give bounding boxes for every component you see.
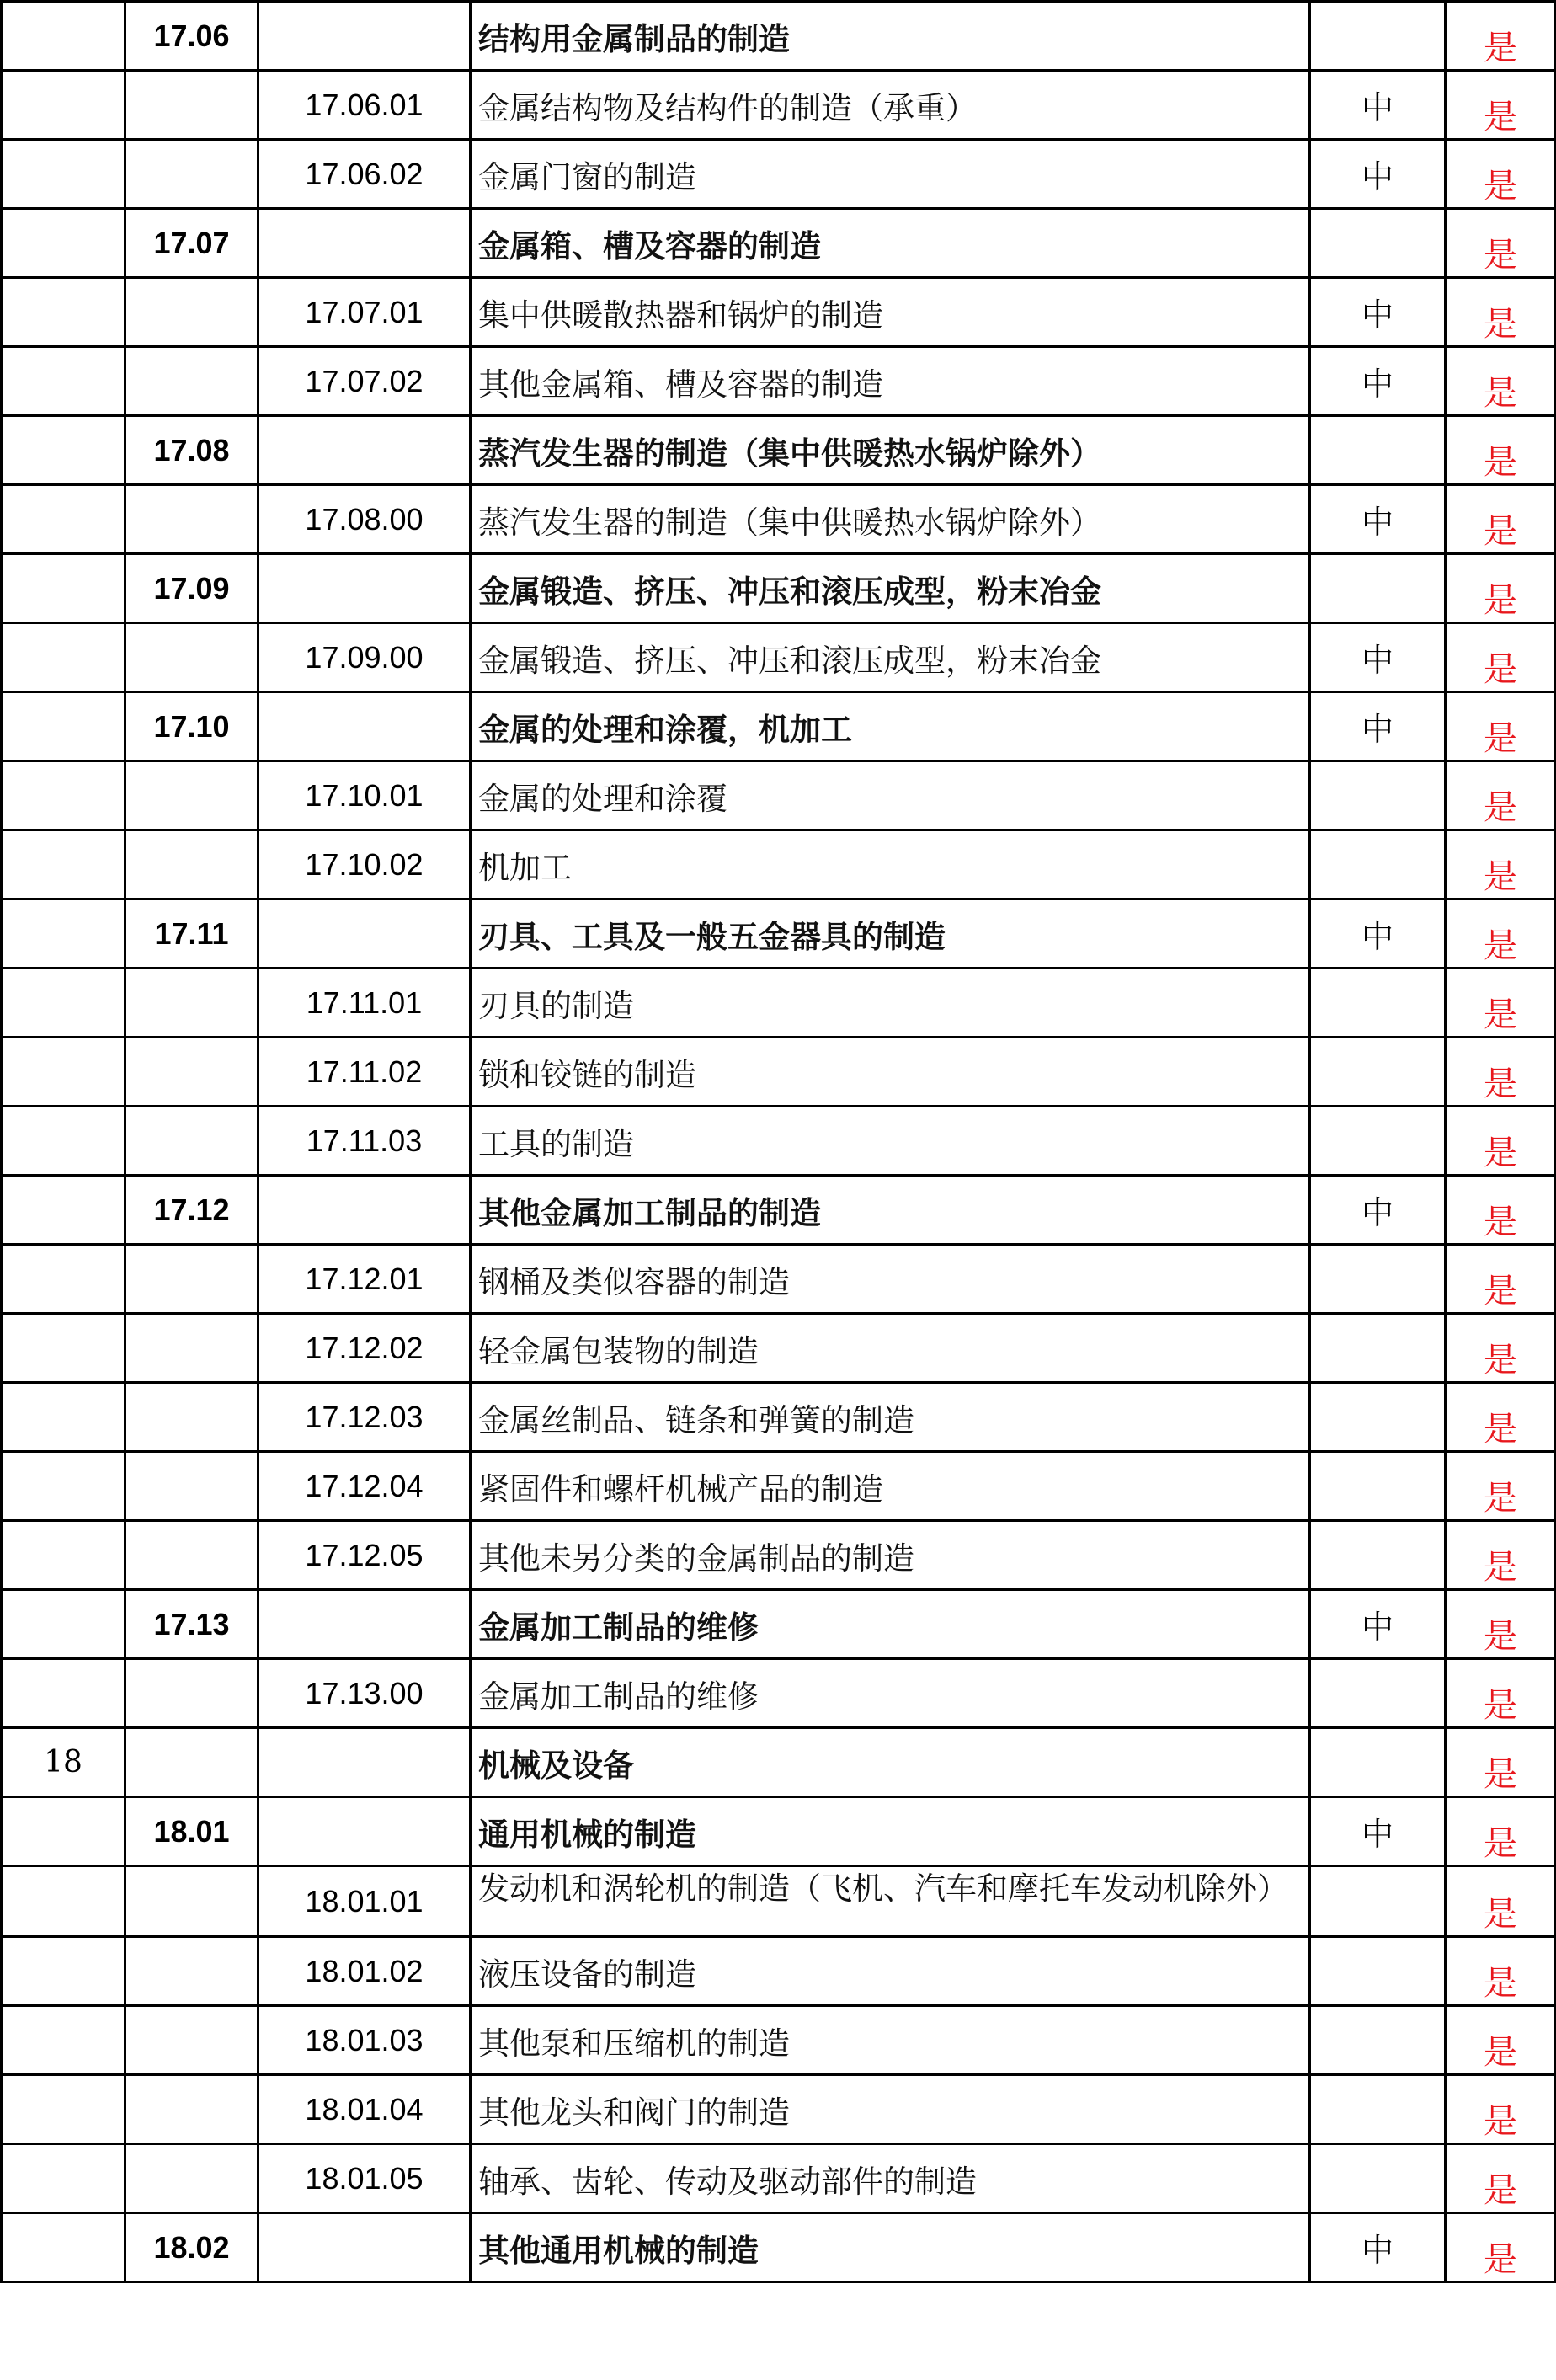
applicable-flag-cell: 是 — [1446, 1383, 1556, 1452]
table-row — [2, 1866, 1556, 1937]
table-row — [2, 1314, 1556, 1383]
table-row — [2, 1728, 1556, 1797]
table-row — [2, 209, 1556, 278]
description-cell: 钢桶及类似容器的制造 — [471, 1245, 1310, 1314]
table-row — [2, 623, 1556, 692]
table-row — [2, 71, 1556, 140]
subgroup-code-cell — [258, 1797, 471, 1866]
subgroup-code-cell: 17.06.02 — [258, 140, 471, 209]
major-category-cell — [2, 1452, 125, 1521]
major-category-cell — [2, 1521, 125, 1590]
group-code-cell — [125, 1314, 258, 1383]
description-cell: 金属加工制品的维修 — [471, 1659, 1310, 1728]
major-category-cell — [2, 1937, 125, 2006]
subgroup-code-cell: 17.08.00 — [258, 485, 471, 554]
group-code-cell: 17.08 — [125, 416, 258, 485]
group-code-cell: 18.02 — [125, 2213, 258, 2282]
table-row — [2, 899, 1556, 969]
description-cell: 刃具、工具及一般五金器具的制造 — [471, 899, 1310, 969]
group-code-cell: 17.09 — [125, 554, 258, 623]
applicable-flag-cell: 是 — [1446, 278, 1556, 347]
risk-level-cell: 中 — [1310, 692, 1446, 761]
major-category-cell — [2, 1866, 125, 1937]
description-cell: 机械及设备 — [471, 1728, 1310, 1797]
subgroup-code-cell: 17.12.02 — [258, 1314, 471, 1383]
risk-level-cell: 中 — [1310, 1590, 1446, 1659]
risk-level-cell — [1310, 1659, 1446, 1728]
description-cell: 蒸汽发生器的制造（集中供暖热水锅炉除外） — [471, 416, 1310, 485]
major-category-cell — [2, 969, 125, 1038]
applicable-flag-cell: 是 — [1446, 761, 1556, 830]
table-row — [2, 761, 1556, 830]
description-cell: 金属结构物及结构件的制造（承重） — [471, 71, 1310, 140]
major-category-cell — [2, 1107, 125, 1176]
major-category-cell — [2, 899, 125, 969]
description-cell: 工具的制造 — [471, 1107, 1310, 1176]
subgroup-code-cell — [258, 899, 471, 969]
major-category-cell — [2, 2213, 125, 2282]
major-category-cell — [2, 1314, 125, 1383]
table-row — [2, 1176, 1556, 1245]
group-code-cell — [125, 2075, 258, 2144]
table-row — [2, 1937, 1556, 2006]
group-code-cell — [125, 761, 258, 830]
group-code-cell: 17.12 — [125, 1176, 258, 1245]
description-cell: 其他泵和压缩机的制造 — [471, 2006, 1310, 2075]
risk-level-cell — [1310, 1038, 1446, 1107]
subgroup-code-cell: 17.07.02 — [258, 347, 471, 416]
description-cell: 集中供暖散热器和锅炉的制造 — [471, 278, 1310, 347]
risk-level-cell — [1310, 2006, 1446, 2075]
table-row — [2, 1245, 1556, 1314]
risk-level-cell: 中 — [1310, 71, 1446, 140]
subgroup-code-cell: 17.11.03 — [258, 1107, 471, 1176]
applicable-flag-cell: 是 — [1446, 416, 1556, 485]
risk-level-cell: 中 — [1310, 623, 1446, 692]
risk-level-cell — [1310, 761, 1446, 830]
risk-level-cell — [1310, 2144, 1446, 2213]
description-cell: 其他金属加工制品的制造 — [471, 1176, 1310, 1245]
subgroup-code-cell: 18.01.03 — [258, 2006, 471, 2075]
risk-level-cell — [1310, 416, 1446, 485]
risk-level-cell — [1310, 830, 1446, 899]
major-category-cell — [2, 2006, 125, 2075]
major-category-cell — [2, 2, 125, 71]
description-cell: 轴承、齿轮、传动及驱动部件的制造 — [471, 2144, 1310, 2213]
subgroup-code-cell: 17.09.00 — [258, 623, 471, 692]
table-row — [2, 2144, 1556, 2213]
major-category-cell — [2, 278, 125, 347]
major-category-cell — [2, 1659, 125, 1728]
major-category-cell — [2, 1797, 125, 1866]
risk-level-cell — [1310, 1314, 1446, 1383]
major-category-cell — [2, 1245, 125, 1314]
subgroup-code-cell: 17.06.01 — [258, 71, 471, 140]
subgroup-code-cell — [258, 692, 471, 761]
description-cell: 金属门窗的制造 — [471, 140, 1310, 209]
table-row — [2, 485, 1556, 554]
risk-level-cell — [1310, 1866, 1446, 1937]
description-cell: 金属加工制品的维修 — [471, 1590, 1310, 1659]
description-cell: 其他龙头和阀门的制造 — [471, 2075, 1310, 2144]
applicable-flag-cell: 是 — [1446, 1245, 1556, 1314]
group-code-cell — [125, 2006, 258, 2075]
subgroup-code-cell: 18.01.01 — [258, 1866, 471, 1937]
major-category-cell — [2, 554, 125, 623]
description-cell: 其他通用机械的制造 — [471, 2213, 1310, 2282]
major-category-cell — [2, 2075, 125, 2144]
major-category-cell: 18 — [2, 1728, 125, 1797]
risk-level-cell — [1310, 2075, 1446, 2144]
applicable-flag-cell: 是 — [1446, 692, 1556, 761]
major-category-cell — [2, 1176, 125, 1245]
description-cell: 锁和铰链的制造 — [471, 1038, 1310, 1107]
group-code-cell: 17.13 — [125, 1590, 258, 1659]
description-cell: 其他金属箱、槽及容器的制造 — [471, 347, 1310, 416]
table-body — [2, 2, 1556, 2282]
group-code-cell — [125, 1107, 258, 1176]
major-category-cell — [2, 485, 125, 554]
description-cell: 液压设备的制造 — [471, 1937, 1310, 2006]
description-cell: 刃具的制造 — [471, 969, 1310, 1038]
group-code-cell — [125, 1937, 258, 2006]
major-category-cell — [2, 1038, 125, 1107]
subgroup-code-cell: 17.10.01 — [258, 761, 471, 830]
applicable-flag-cell: 是 — [1446, 1728, 1556, 1797]
subgroup-code-cell: 18.01.04 — [258, 2075, 471, 2144]
risk-level-cell — [1310, 1107, 1446, 1176]
description-cell: 金属丝制品、链条和弹簧的制造 — [471, 1383, 1310, 1452]
subgroup-code-cell: 17.12.03 — [258, 1383, 471, 1452]
risk-level-cell — [1310, 1383, 1446, 1452]
table-row — [2, 830, 1556, 899]
subgroup-code-cell — [258, 1728, 471, 1797]
subgroup-code-cell — [258, 209, 471, 278]
group-code-cell — [125, 830, 258, 899]
table-row — [2, 969, 1556, 1038]
subgroup-code-cell — [258, 2, 471, 71]
group-code-cell — [125, 278, 258, 347]
table-row — [2, 1797, 1556, 1866]
major-category-cell — [2, 140, 125, 209]
group-code-cell — [125, 2144, 258, 2213]
applicable-flag-cell: 是 — [1446, 2, 1556, 71]
subgroup-code-cell — [258, 554, 471, 623]
subgroup-code-cell: 17.13.00 — [258, 1659, 471, 1728]
risk-level-cell: 中 — [1310, 1797, 1446, 1866]
risk-level-cell: 中 — [1310, 1176, 1446, 1245]
risk-level-cell — [1310, 1452, 1446, 1521]
table-row — [2, 2075, 1556, 2144]
major-category-cell — [2, 830, 125, 899]
subgroup-code-cell: 17.10.02 — [258, 830, 471, 899]
applicable-flag-cell: 是 — [1446, 1107, 1556, 1176]
table-row — [2, 554, 1556, 623]
risk-level-cell — [1310, 209, 1446, 278]
subgroup-code-cell — [258, 1176, 471, 1245]
table-row — [2, 416, 1556, 485]
description-cell: 结构用金属制品的制造 — [471, 2, 1310, 71]
major-category-cell — [2, 692, 125, 761]
description-cell: 金属锻造、挤压、冲压和滚压成型，粉末冶金 — [471, 623, 1310, 692]
applicable-flag-cell: 是 — [1446, 969, 1556, 1038]
applicable-flag-cell: 是 — [1446, 1659, 1556, 1728]
group-code-cell: 17.07 — [125, 209, 258, 278]
major-category-cell — [2, 623, 125, 692]
table-row — [2, 692, 1556, 761]
subgroup-code-cell: 17.07.01 — [258, 278, 471, 347]
group-code-cell: 17.06 — [125, 2, 258, 71]
group-code-cell: 17.11 — [125, 899, 258, 969]
major-category-cell — [2, 71, 125, 140]
applicable-flag-cell: 是 — [1446, 1590, 1556, 1659]
applicable-flag-cell: 是 — [1446, 830, 1556, 899]
description-cell: 发动机和涡轮机的制造（飞机、汽车和摩托车发动机除外） — [471, 1866, 1310, 1937]
applicable-flag-cell: 是 — [1446, 140, 1556, 209]
applicable-flag-cell: 是 — [1446, 1521, 1556, 1590]
subgroup-code-cell — [258, 1590, 471, 1659]
table-row — [2, 1107, 1556, 1176]
table-row — [2, 1590, 1556, 1659]
description-cell: 其他未另分类的金属制品的制造 — [471, 1521, 1310, 1590]
applicable-flag-cell: 是 — [1446, 2075, 1556, 2144]
table-row — [2, 278, 1556, 347]
major-category-cell — [2, 1383, 125, 1452]
table-row — [2, 1038, 1556, 1107]
table-row — [2, 347, 1556, 416]
applicable-flag-cell: 是 — [1446, 485, 1556, 554]
group-code-cell — [125, 347, 258, 416]
table-row — [2, 1521, 1556, 1590]
risk-level-cell — [1310, 1937, 1446, 2006]
major-category-cell — [2, 1590, 125, 1659]
applicable-flag-cell: 是 — [1446, 1937, 1556, 2006]
risk-level-cell — [1310, 2, 1446, 71]
group-code-cell — [125, 969, 258, 1038]
applicable-flag-cell: 是 — [1446, 209, 1556, 278]
subgroup-code-cell — [258, 416, 471, 485]
description-cell: 紧固件和螺杆机械产品的制造 — [471, 1452, 1310, 1521]
description-cell: 蒸汽发生器的制造（集中供暖热水锅炉除外） — [471, 485, 1310, 554]
applicable-flag-cell: 是 — [1446, 623, 1556, 692]
description-cell: 金属的处理和涂覆，机加工 — [471, 692, 1310, 761]
major-category-cell — [2, 347, 125, 416]
subgroup-code-cell: 17.12.04 — [258, 1452, 471, 1521]
applicable-flag-cell: 是 — [1446, 2006, 1556, 2075]
group-code-cell — [125, 1038, 258, 1107]
major-category-cell — [2, 761, 125, 830]
applicable-flag-cell: 是 — [1446, 2213, 1556, 2282]
subgroup-code-cell: 17.12.05 — [258, 1521, 471, 1590]
risk-level-cell: 中 — [1310, 899, 1446, 969]
description-cell: 金属箱、槽及容器的制造 — [471, 209, 1310, 278]
description-cell: 轻金属包装物的制造 — [471, 1314, 1310, 1383]
risk-level-cell: 中 — [1310, 278, 1446, 347]
risk-level-cell — [1310, 1245, 1446, 1314]
group-code-cell — [125, 1521, 258, 1590]
group-code-cell — [125, 1452, 258, 1521]
group-code-cell — [125, 140, 258, 209]
subgroup-code-cell: 17.12.01 — [258, 1245, 471, 1314]
group-code-cell — [125, 1728, 258, 1797]
description-cell: 金属锻造、挤压、冲压和滚压成型，粉末冶金 — [471, 554, 1310, 623]
applicable-flag-cell: 是 — [1446, 1452, 1556, 1521]
group-code-cell — [125, 1866, 258, 1937]
group-code-cell: 18.01 — [125, 1797, 258, 1866]
risk-level-cell — [1310, 554, 1446, 623]
subgroup-code-cell: 17.11.02 — [258, 1038, 471, 1107]
group-code-cell: 17.10 — [125, 692, 258, 761]
major-category-cell — [2, 416, 125, 485]
table-row — [2, 2, 1556, 71]
subgroup-code-cell: 18.01.05 — [258, 2144, 471, 2213]
applicable-flag-cell: 是 — [1446, 554, 1556, 623]
major-category-cell — [2, 209, 125, 278]
group-code-cell — [125, 71, 258, 140]
applicable-flag-cell: 是 — [1446, 1797, 1556, 1866]
description-cell: 通用机械的制造 — [471, 1797, 1310, 1866]
applicable-flag-cell: 是 — [1446, 1176, 1556, 1245]
description-cell: 机加工 — [471, 830, 1310, 899]
table-row — [2, 1659, 1556, 1728]
applicable-flag-cell: 是 — [1446, 1314, 1556, 1383]
applicable-flag-cell: 是 — [1446, 1866, 1556, 1937]
description-cell: 金属的处理和涂覆 — [471, 761, 1310, 830]
risk-level-cell: 中 — [1310, 347, 1446, 416]
table-row — [2, 2213, 1556, 2282]
group-code-cell — [125, 485, 258, 554]
risk-level-cell — [1310, 1521, 1446, 1590]
subgroup-code-cell: 17.11.01 — [258, 969, 471, 1038]
table-row — [2, 1452, 1556, 1521]
subgroup-code-cell: 18.01.02 — [258, 1937, 471, 2006]
risk-level-cell: 中 — [1310, 140, 1446, 209]
risk-level-cell: 中 — [1310, 485, 1446, 554]
group-code-cell — [125, 623, 258, 692]
risk-level-cell — [1310, 969, 1446, 1038]
subgroup-code-cell — [258, 2213, 471, 2282]
table-row — [2, 2006, 1556, 2075]
group-code-cell — [125, 1245, 258, 1314]
major-category-cell — [2, 2144, 125, 2213]
table-row — [2, 140, 1556, 209]
applicable-flag-cell: 是 — [1446, 899, 1556, 969]
table-row — [2, 1383, 1556, 1452]
risk-level-cell: 中 — [1310, 2213, 1446, 2282]
applicable-flag-cell: 是 — [1446, 1038, 1556, 1107]
group-code-cell — [125, 1659, 258, 1728]
applicable-flag-cell: 是 — [1446, 2144, 1556, 2213]
risk-level-cell — [1310, 1728, 1446, 1797]
applicable-flag-cell: 是 — [1446, 71, 1556, 140]
applicable-flag-cell: 是 — [1446, 347, 1556, 416]
group-code-cell — [125, 1383, 258, 1452]
